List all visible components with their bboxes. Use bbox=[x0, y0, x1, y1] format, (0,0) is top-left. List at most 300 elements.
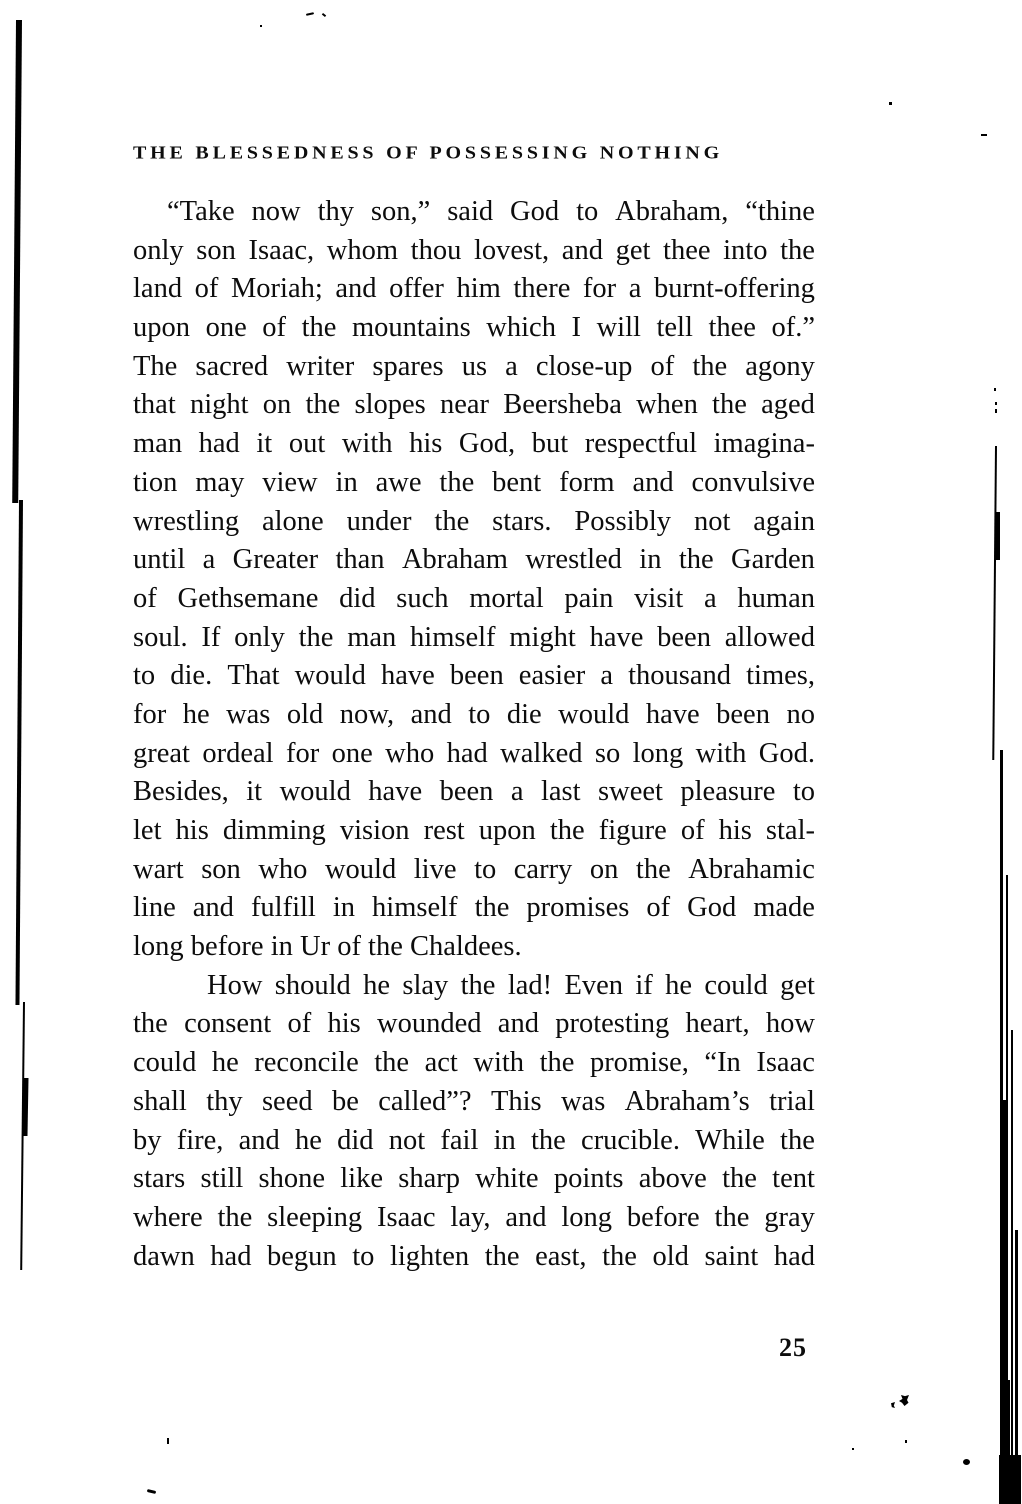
word: long bbox=[561, 1201, 613, 1233]
word: fulfill bbox=[250, 892, 316, 924]
gutter-edge-blob bbox=[22, 1078, 28, 1136]
word: been bbox=[439, 776, 494, 808]
word: son bbox=[196, 234, 236, 266]
word: human bbox=[737, 582, 815, 614]
text-line bbox=[133, 232, 815, 271]
gutter-edge-line bbox=[15, 500, 23, 1005]
word: heart, bbox=[685, 1008, 750, 1040]
word: vision bbox=[339, 815, 410, 846]
word: wrestled bbox=[525, 544, 622, 576]
word: This bbox=[490, 1085, 542, 1117]
word: thy bbox=[206, 1085, 243, 1117]
word: “Take bbox=[167, 196, 235, 227]
word: last bbox=[540, 776, 581, 808]
word: of bbox=[262, 312, 287, 344]
word: would bbox=[279, 776, 351, 808]
word: wounded bbox=[377, 1008, 482, 1040]
page-edge-line bbox=[992, 446, 997, 760]
gutter-edge-line bbox=[20, 1002, 25, 1270]
word: and bbox=[192, 892, 234, 924]
word: Isaac bbox=[377, 1201, 436, 1233]
word: no bbox=[786, 698, 815, 730]
word: have bbox=[380, 660, 435, 692]
word: not bbox=[388, 1124, 426, 1156]
ink-smudge bbox=[899, 1395, 909, 1406]
word: promise, bbox=[589, 1047, 689, 1079]
word: called”? bbox=[378, 1085, 472, 1117]
word: alone bbox=[261, 505, 324, 537]
word: protesting bbox=[555, 1008, 670, 1040]
word: thee bbox=[708, 312, 756, 344]
word: upon bbox=[478, 815, 536, 846]
word: Even bbox=[564, 969, 624, 1001]
word: sleeping bbox=[267, 1201, 363, 1233]
word: crucible. bbox=[581, 1124, 680, 1156]
word: Beersheba bbox=[503, 389, 622, 421]
word: the bbox=[780, 1124, 815, 1156]
word: the bbox=[305, 389, 341, 421]
word: act bbox=[424, 1047, 458, 1079]
word: sacred bbox=[195, 350, 269, 382]
word: been bbox=[716, 698, 770, 730]
word: his bbox=[327, 1008, 361, 1040]
word: slay bbox=[402, 969, 449, 1001]
word: he bbox=[363, 969, 391, 1001]
word: did bbox=[339, 582, 376, 614]
word: awe bbox=[375, 466, 422, 498]
word: east, bbox=[535, 1240, 587, 1272]
word: of bbox=[650, 350, 675, 382]
word: had bbox=[773, 1240, 815, 1272]
word: until bbox=[133, 544, 186, 576]
word: to bbox=[468, 698, 491, 730]
scan-speck bbox=[981, 134, 987, 136]
word: and bbox=[505, 1201, 547, 1233]
word: long bbox=[632, 737, 684, 769]
word: the bbox=[434, 505, 470, 537]
word: and bbox=[632, 466, 674, 498]
scan-speck bbox=[905, 1440, 907, 1443]
word: lad! bbox=[507, 969, 553, 1001]
word: thousand bbox=[628, 660, 732, 692]
word: gray bbox=[764, 1201, 815, 1233]
word: not bbox=[693, 505, 731, 537]
word: how bbox=[765, 1008, 815, 1040]
word: only bbox=[133, 234, 184, 266]
word: his bbox=[409, 428, 443, 460]
word: figure bbox=[598, 815, 667, 846]
word: times, bbox=[746, 660, 815, 692]
ink-smudge bbox=[891, 1402, 895, 1408]
word: it bbox=[256, 428, 273, 460]
scan-speck bbox=[995, 409, 997, 413]
word: now bbox=[251, 196, 301, 227]
word: himself bbox=[372, 892, 458, 924]
word: if bbox=[635, 969, 653, 1001]
word: thee bbox=[663, 234, 711, 266]
word: seed bbox=[261, 1085, 313, 1117]
word: trial bbox=[769, 1085, 815, 1117]
word: had bbox=[446, 737, 488, 769]
text-line bbox=[133, 735, 815, 774]
scan-speck bbox=[306, 12, 314, 16]
text-line bbox=[133, 309, 815, 348]
word: aged bbox=[761, 389, 815, 421]
word: man bbox=[347, 621, 397, 653]
word: for bbox=[133, 698, 167, 730]
word: had bbox=[198, 428, 240, 460]
text-line bbox=[133, 193, 815, 232]
word: who bbox=[385, 737, 435, 769]
word: pleasure bbox=[680, 776, 776, 808]
word: God bbox=[687, 892, 737, 924]
word: visit bbox=[634, 582, 684, 614]
word: dawn bbox=[133, 1240, 195, 1272]
word: under bbox=[346, 505, 412, 537]
word: How bbox=[207, 969, 263, 1001]
word: a bbox=[505, 350, 518, 382]
word: get bbox=[780, 969, 815, 1001]
word: tion bbox=[133, 466, 178, 498]
word: have bbox=[645, 698, 700, 730]
word: was bbox=[560, 1085, 606, 1117]
word: tent bbox=[772, 1163, 815, 1195]
word: form bbox=[559, 466, 615, 498]
word: writer bbox=[286, 350, 355, 382]
word: If bbox=[201, 621, 221, 653]
word: of bbox=[194, 273, 219, 305]
page-edge-dark-blob bbox=[999, 1455, 1021, 1504]
word: soul. bbox=[133, 621, 188, 653]
word: sharp bbox=[398, 1163, 460, 1195]
text-line bbox=[133, 425, 815, 464]
word: to bbox=[576, 196, 599, 227]
word: Abrahamic bbox=[688, 853, 815, 885]
word: with bbox=[341, 428, 393, 460]
word: old bbox=[286, 698, 324, 730]
word: to bbox=[474, 853, 497, 885]
word: where bbox=[133, 1201, 203, 1233]
text-line bbox=[133, 348, 815, 387]
word: mortal bbox=[469, 582, 544, 614]
text-line bbox=[133, 1044, 815, 1083]
word: been bbox=[449, 660, 504, 692]
word: upon bbox=[133, 312, 190, 344]
word: great bbox=[133, 737, 190, 769]
word: with bbox=[695, 737, 747, 769]
word: with bbox=[473, 1047, 525, 1079]
page-edge-line bbox=[1011, 1030, 1013, 1504]
scan-speck bbox=[852, 1448, 854, 1450]
word: one bbox=[331, 737, 373, 769]
word: sweet bbox=[598, 776, 663, 808]
word: walked bbox=[500, 737, 583, 769]
text-line bbox=[133, 619, 815, 658]
word: Possibly bbox=[574, 505, 672, 537]
word: son,” bbox=[370, 196, 431, 227]
word: mountains bbox=[351, 312, 471, 344]
word: the bbox=[678, 544, 714, 576]
word: the bbox=[549, 815, 585, 846]
text-line: long before in Ur of the Chaldees. bbox=[133, 931, 522, 963]
scan-speck bbox=[147, 1489, 156, 1494]
word: God bbox=[510, 196, 560, 227]
text-line bbox=[133, 889, 815, 928]
word: the bbox=[301, 312, 337, 344]
page-number: 25 bbox=[779, 1333, 807, 1363]
word: on bbox=[262, 389, 292, 421]
word: wart bbox=[133, 853, 184, 885]
word: God, bbox=[458, 428, 516, 460]
word: offer bbox=[389, 273, 444, 305]
text-line bbox=[133, 1199, 815, 1238]
word: the bbox=[722, 1163, 757, 1195]
text-line bbox=[133, 580, 815, 619]
word: there bbox=[513, 273, 571, 305]
word: would bbox=[558, 698, 630, 730]
word: “In bbox=[704, 1047, 741, 1079]
word: lighten bbox=[389, 1240, 470, 1272]
word: Isaac bbox=[756, 1047, 815, 1079]
word: be bbox=[331, 1085, 359, 1117]
word: fire, bbox=[176, 1124, 224, 1156]
word: by bbox=[133, 1124, 162, 1156]
word: view bbox=[262, 466, 318, 498]
text-line bbox=[133, 1083, 815, 1122]
word: close-up bbox=[535, 350, 633, 382]
word: will bbox=[596, 312, 641, 344]
word: such bbox=[396, 582, 449, 614]
word: respectful bbox=[584, 428, 698, 460]
word: out bbox=[288, 428, 326, 460]
word: his bbox=[175, 815, 209, 846]
word: who bbox=[258, 853, 308, 885]
word: been bbox=[657, 621, 711, 653]
gutter-edge-line bbox=[12, 20, 22, 503]
word: line bbox=[133, 892, 176, 924]
word: to bbox=[792, 776, 815, 808]
word: While bbox=[695, 1124, 765, 1156]
word: before bbox=[626, 1201, 700, 1233]
text-line bbox=[133, 696, 815, 735]
word: than bbox=[335, 544, 385, 576]
word: thy bbox=[317, 196, 354, 227]
word: God. bbox=[758, 737, 815, 769]
word: the bbox=[217, 1201, 253, 1233]
text-line bbox=[133, 812, 815, 851]
text-line bbox=[133, 386, 815, 425]
word: a bbox=[202, 544, 216, 576]
word: so bbox=[594, 737, 621, 769]
word: like bbox=[340, 1163, 384, 1195]
word: the bbox=[692, 350, 728, 382]
word: whom bbox=[326, 234, 399, 266]
word: stars. bbox=[492, 505, 552, 537]
word: Abraham, bbox=[615, 196, 729, 227]
word: he bbox=[665, 969, 693, 1001]
word: stars bbox=[133, 1163, 186, 1195]
word: burnt-offering bbox=[653, 273, 815, 305]
word: stal- bbox=[765, 815, 815, 846]
word: Besides, bbox=[133, 776, 229, 808]
word: would bbox=[294, 660, 366, 692]
word: to bbox=[352, 1240, 375, 1272]
word: fail bbox=[440, 1124, 479, 1156]
word: of bbox=[133, 582, 157, 614]
word: the bbox=[635, 853, 671, 885]
word: spares bbox=[372, 350, 444, 382]
word: in bbox=[332, 892, 356, 924]
word: might bbox=[509, 621, 576, 653]
word: “thine bbox=[745, 196, 815, 227]
word: it bbox=[246, 776, 263, 808]
word: the bbox=[714, 1201, 750, 1233]
word: of bbox=[680, 815, 705, 846]
word: convulsive bbox=[691, 466, 815, 498]
word: and bbox=[497, 1008, 539, 1040]
word: again bbox=[753, 505, 815, 537]
text-line bbox=[133, 541, 815, 580]
word: still bbox=[200, 1163, 244, 1195]
word: us bbox=[461, 350, 488, 382]
word: was bbox=[226, 698, 271, 730]
page-edge-line bbox=[996, 512, 1000, 560]
word: the bbox=[602, 1240, 637, 1272]
word: allowed bbox=[724, 621, 815, 653]
word: the bbox=[531, 1124, 566, 1156]
word: rest bbox=[423, 815, 465, 846]
word: a bbox=[510, 776, 524, 808]
word: consent bbox=[184, 1008, 272, 1040]
word: the bbox=[474, 892, 510, 924]
word: imagina- bbox=[713, 428, 815, 460]
word: for bbox=[285, 737, 320, 769]
word: the bbox=[539, 1047, 575, 1079]
word: himself bbox=[410, 621, 496, 653]
word: dimming bbox=[222, 815, 326, 846]
word: pain bbox=[564, 582, 614, 614]
word: but bbox=[531, 428, 569, 460]
word: should bbox=[274, 969, 351, 1001]
word: shone bbox=[258, 1163, 326, 1195]
word: lovest, bbox=[473, 234, 550, 266]
word: points bbox=[553, 1163, 624, 1195]
word: Abraham’s bbox=[624, 1085, 750, 1117]
body-text bbox=[133, 193, 815, 1276]
word: Isaac, bbox=[248, 234, 315, 266]
word: promises bbox=[526, 892, 630, 924]
scan-speck bbox=[260, 25, 262, 27]
text-line bbox=[133, 967, 815, 1006]
text-line bbox=[133, 1238, 815, 1277]
word: and bbox=[238, 1124, 280, 1156]
word: easier bbox=[518, 660, 586, 692]
word: let bbox=[133, 815, 162, 846]
word: in bbox=[493, 1124, 516, 1156]
word: begun bbox=[267, 1240, 337, 1272]
word: and bbox=[410, 698, 452, 730]
word: thou bbox=[410, 234, 462, 266]
word: die. bbox=[170, 660, 213, 692]
word: Garden bbox=[731, 544, 815, 576]
word: which bbox=[486, 312, 556, 344]
word: had bbox=[210, 1240, 252, 1272]
word: ordeal bbox=[202, 737, 274, 769]
word: reconcile bbox=[254, 1047, 359, 1079]
word: he bbox=[211, 1047, 239, 1079]
word: one bbox=[205, 312, 247, 344]
word: the bbox=[460, 969, 496, 1001]
word: tell bbox=[656, 312, 693, 344]
word: the bbox=[712, 389, 747, 421]
text-line bbox=[133, 657, 815, 696]
word: That bbox=[227, 660, 280, 692]
text-line bbox=[133, 1122, 815, 1161]
word: night bbox=[189, 389, 249, 421]
text-line bbox=[133, 1005, 815, 1044]
word: his bbox=[718, 815, 752, 846]
word: white bbox=[475, 1163, 539, 1195]
word: in bbox=[335, 466, 358, 498]
word: shall bbox=[133, 1085, 187, 1117]
word: son bbox=[201, 853, 241, 885]
word: have bbox=[589, 621, 644, 653]
word: get bbox=[615, 234, 651, 266]
word: a bbox=[628, 273, 642, 305]
scan-speck bbox=[167, 1438, 169, 1444]
scan-speck bbox=[963, 1459, 970, 1465]
running-header: THE BLESSEDNESS OF POSSESSING NOTHING bbox=[133, 143, 724, 164]
word: of bbox=[646, 892, 671, 924]
word: live bbox=[413, 853, 457, 885]
word: slopes bbox=[354, 389, 426, 421]
scan-speck bbox=[889, 102, 892, 105]
word: Abraham bbox=[401, 544, 508, 576]
word: when bbox=[636, 389, 698, 421]
word: and bbox=[561, 234, 603, 266]
scan-speck bbox=[994, 388, 996, 391]
word: old bbox=[652, 1240, 689, 1272]
word: a bbox=[704, 582, 717, 614]
text-line bbox=[133, 1160, 815, 1199]
word: did bbox=[337, 1124, 374, 1156]
word: Greater bbox=[232, 544, 319, 576]
word: above bbox=[638, 1163, 707, 1195]
scan-speck bbox=[322, 13, 326, 17]
text-line bbox=[133, 503, 815, 542]
word: the bbox=[298, 621, 334, 653]
word: die bbox=[506, 698, 542, 730]
word: lay, bbox=[450, 1201, 491, 1233]
word: would bbox=[324, 853, 397, 885]
word: bent bbox=[492, 466, 542, 498]
text-column bbox=[133, 143, 815, 1363]
word: agony bbox=[745, 350, 815, 382]
word: Gethsemane bbox=[177, 582, 319, 614]
word: could bbox=[704, 969, 768, 1001]
word: into bbox=[723, 234, 768, 266]
word: of bbox=[287, 1008, 312, 1040]
word: near bbox=[439, 389, 489, 421]
word: only bbox=[234, 621, 285, 653]
word: for bbox=[582, 273, 617, 305]
word: he bbox=[295, 1124, 322, 1156]
word: wrestling bbox=[133, 505, 240, 537]
text-line bbox=[133, 851, 815, 890]
word: made bbox=[753, 892, 815, 924]
word: have bbox=[368, 776, 423, 808]
word: Moriah; bbox=[230, 273, 323, 305]
